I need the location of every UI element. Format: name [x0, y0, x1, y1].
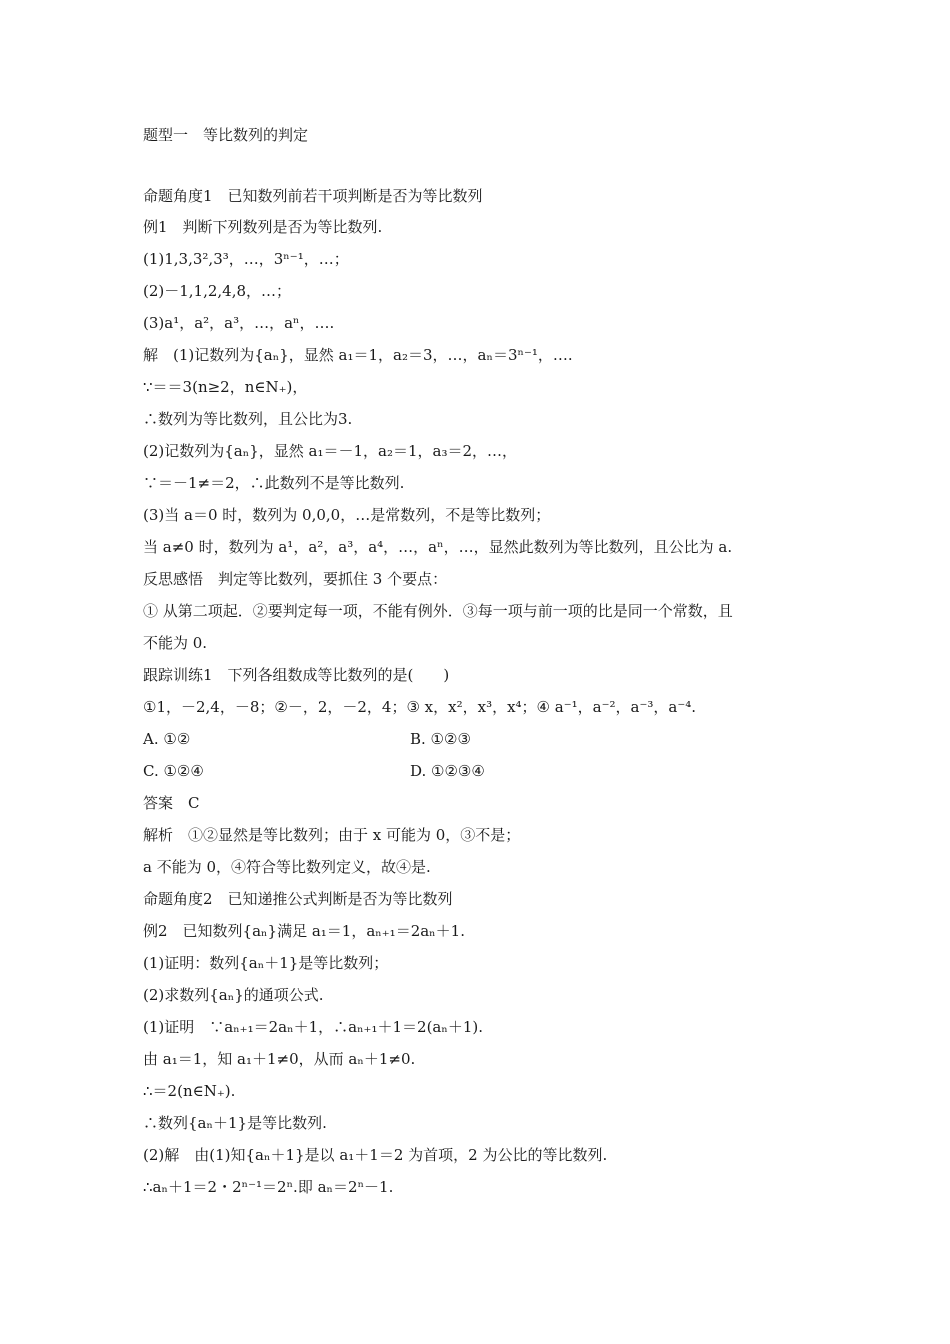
analysis-line-2: a 不能为 0，④符合等比数列定义，故④是. [143, 858, 431, 876]
option-d: D. ①②③④ [410, 762, 485, 780]
solution-2-line-1: (2)记数列为{aₙ}，显然 a₁＝－1，a₂＝1，a₃＝2，…， [143, 442, 518, 460]
example-1-part-1: (1)1,3,3²,3³，…，3ⁿ⁻¹，…； [143, 250, 349, 268]
solution-3-line-1: (3)当 a＝0 时，数列为 0,0,0，…是常数列，不是等比数列； [143, 506, 551, 524]
proof-line-4: ∴数列{aₙ＋1}是等比数列. [143, 1114, 327, 1132]
solution-part-2-line-2: ∴aₙ＋1＝2・2ⁿ⁻¹＝2ⁿ.即 aₙ＝2ⁿ－1. [143, 1178, 394, 1196]
option-a: A. ①② [143, 730, 191, 748]
example-1-title: 例1 判断下列数列是否为等比数列. [143, 218, 383, 236]
angle-2-title: 命题角度2 已知递推公式判断是否为等比数列 [143, 890, 453, 908]
option-b: B. ①②③ [410, 730, 471, 748]
proof-line-3: ∴＝2(n∈N₊). [143, 1082, 236, 1100]
practice-title: 跟踪训练1 下列各组数成等比数列的是( ) [143, 666, 450, 684]
reflection-line-2: 不能为 0. [143, 634, 208, 652]
angle-1-title: 命题角度1 已知数列前若干项判断是否为等比数列 [143, 187, 483, 205]
solution-1-line-1: 解 (1)记数列为{aₙ}，显然 a₁＝1，a₂＝3，…，aₙ＝3ⁿ⁻¹，…. [143, 346, 573, 364]
analysis-line-1: 解析 ①②显然是等比数列；由于 x 可能为 0，③不是； [143, 826, 521, 844]
solution-3-line-2: 当 a≠0 时，数列为 a¹，a²，a³，a⁴，…，aⁿ，…，显然此数列为等比数列，且公比为 a. [143, 538, 733, 556]
example-2-part-1: (1)证明：数列{aₙ＋1}是等比数列； [143, 954, 389, 972]
answer-line: 答案 C [143, 794, 200, 812]
solution-2-line-2: ∵＝－1≠＝2，∴此数列不是等比数列. [143, 474, 405, 492]
options-row-2 [143, 760, 823, 782]
solution-part-2-line-1: (2)解 由(1)知{aₙ＋1}是以 a₁＋1＝2 为首项，2 为公比的等比数列. [143, 1146, 608, 1164]
example-2-title: 例2 已知数列{aₙ}满足 a₁＝1，aₙ₊₁＝2aₙ＋1. [143, 922, 465, 940]
option-c: C. ①②④ [143, 762, 204, 780]
reflection-title: 反思感悟 判定等比数列，要抓住 3 个要点： [143, 570, 448, 588]
proof-line-2: 由 a₁＝1，知 a₁＋1≠0，从而 aₙ＋1≠0. [143, 1050, 416, 1068]
example-2-part-2: (2)求数列{aₙ}的通项公式. [143, 986, 324, 1004]
solution-1-line-2: ∵＝＝3(n≥2，n∈N₊)， [143, 378, 308, 396]
solution-1-line-3: ∴数列为等比数列，且公比为3. [143, 410, 353, 428]
reflection-line-1: ① 从第二项起．②要判定每一项，不能有例外．③每一项与前一项的比是同一个常数，且 [143, 602, 733, 620]
options-row-1 [143, 728, 823, 750]
section-heading: 题型一 等比数列的判定 [143, 126, 309, 144]
example-1-part-3: (3)a¹，a²，a³，…，aⁿ，…. [143, 314, 335, 332]
example-1-part-2: (2)－1,1,2,4,8，…； [143, 282, 292, 300]
proof-line-1: (1)证明 ∵aₙ₊₁＝2aₙ＋1，∴aₙ₊₁＋1＝2(aₙ＋1). [143, 1018, 484, 1036]
practice-items: ①1，－2,4，－8；②－，2，－2，4；③ x，x²，x³，x⁴；④ a⁻¹，a⁻²，a⁻³，a⁻⁴. [143, 698, 697, 716]
